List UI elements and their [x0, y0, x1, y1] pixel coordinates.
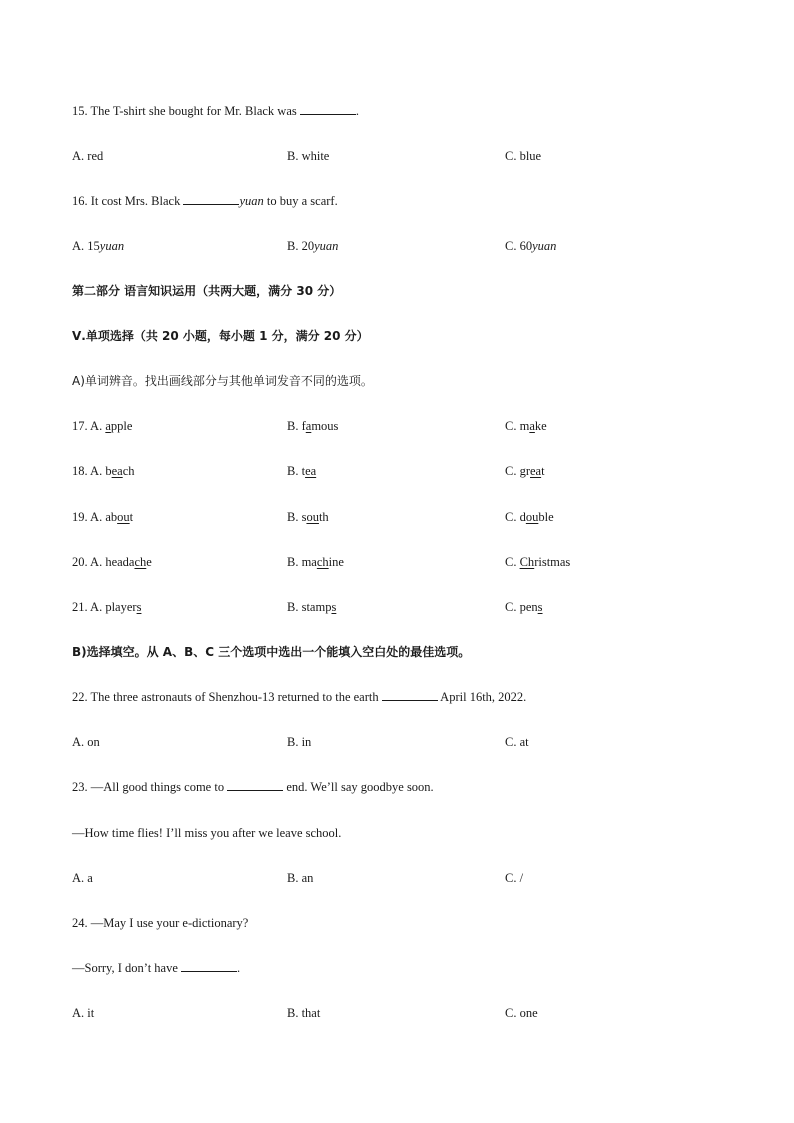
question-23-stem: 23. —All good things come to end. We’ll say goodbye soon.	[72, 780, 434, 794]
question-16-option-c[interactable]: C. 60yuan	[505, 239, 557, 253]
question-15-option-a[interactable]: A. red	[72, 149, 104, 163]
question-23-option-c[interactable]: C. /	[505, 871, 524, 885]
question-21-option-b[interactable]: B. stamps	[287, 600, 337, 614]
part-b-heading: B)选择填空。从 A、B、C 三个选项中选出一个能填入空白处的最佳选项。	[72, 645, 471, 659]
question-23-option-b[interactable]: B. an	[287, 871, 314, 885]
question-15-option-c[interactable]: C. blue	[505, 149, 542, 163]
question-21-option-c[interactable]: C. pens	[505, 600, 543, 614]
answer-blank	[300, 102, 356, 115]
question-18-option-b[interactable]: B. tea	[287, 464, 317, 478]
section-2-heading: 第二部分 语言知识运用（共两大题，满分 30 分）	[72, 284, 342, 298]
question-22-option-b[interactable]: B. in	[287, 735, 312, 749]
question-20-option-c[interactable]: C. Christmas	[505, 555, 571, 569]
question-19-option-c[interactable]: C. double	[505, 510, 554, 524]
question-24-option-b[interactable]: B. that	[287, 1006, 321, 1020]
question-17-option-c[interactable]: C. make	[505, 419, 547, 433]
question-17-option-b[interactable]: B. famous	[287, 419, 339, 433]
question-24-dialogue-line-2: —Sorry, I don’t have .	[72, 961, 241, 975]
question-24-option-a[interactable]: A. it	[72, 1006, 95, 1020]
question-20-option-a[interactable]: 20. A. headache	[72, 555, 152, 569]
question-21-option-a[interactable]: 21. A. players	[72, 600, 142, 614]
answer-blank	[181, 959, 237, 972]
answer-blank	[382, 688, 438, 701]
question-15-option-b[interactable]: B. white	[287, 149, 330, 163]
question-17-option-a[interactable]: 17. A. apple	[72, 419, 133, 433]
part-a-instruction: A)单词辨音。找出画线部分与其他单词发音不同的选项。	[72, 374, 373, 388]
answer-blank	[183, 192, 239, 205]
question-22-stem: 22. The three astronauts of Shenzhou-13 returned to the earth April 16th, 2022.	[72, 690, 527, 704]
question-23-option-a[interactable]: A. a	[72, 871, 93, 885]
part-5-heading: Ⅴ.单项选择（共 20 小题，每小题 1 分，满分 20 分）	[72, 329, 369, 343]
answer-blank	[227, 778, 283, 791]
question-16-option-a[interactable]: A. 15yuan	[72, 239, 125, 253]
question-18-option-a[interactable]: 18. A. beach	[72, 464, 135, 478]
question-19-option-a[interactable]: 19. A. about	[72, 510, 134, 524]
question-24-option-c[interactable]: C. one	[505, 1006, 538, 1020]
question-20-option-b[interactable]: B. machine	[287, 555, 344, 569]
question-22-option-a[interactable]: A. on	[72, 735, 100, 749]
question-15-stem: 15. The T-shirt she bought for Mr. Black was .	[72, 104, 359, 118]
question-18-option-c[interactable]: C. great	[505, 464, 545, 478]
question-19-option-b[interactable]: B. south	[287, 510, 329, 524]
question-22-option-c[interactable]: C. at	[505, 735, 529, 749]
question-24-stem: 24. —May I use your e-dictionary?	[72, 916, 249, 930]
question-16-stem: 16. It cost Mrs. Black yuan to buy a scarf.	[72, 194, 338, 208]
question-16-option-b[interactable]: B. 20yuan	[287, 239, 339, 253]
question-23-dialogue-line-2: —How time flies! I’ll miss you after we leave school.	[72, 826, 342, 840]
